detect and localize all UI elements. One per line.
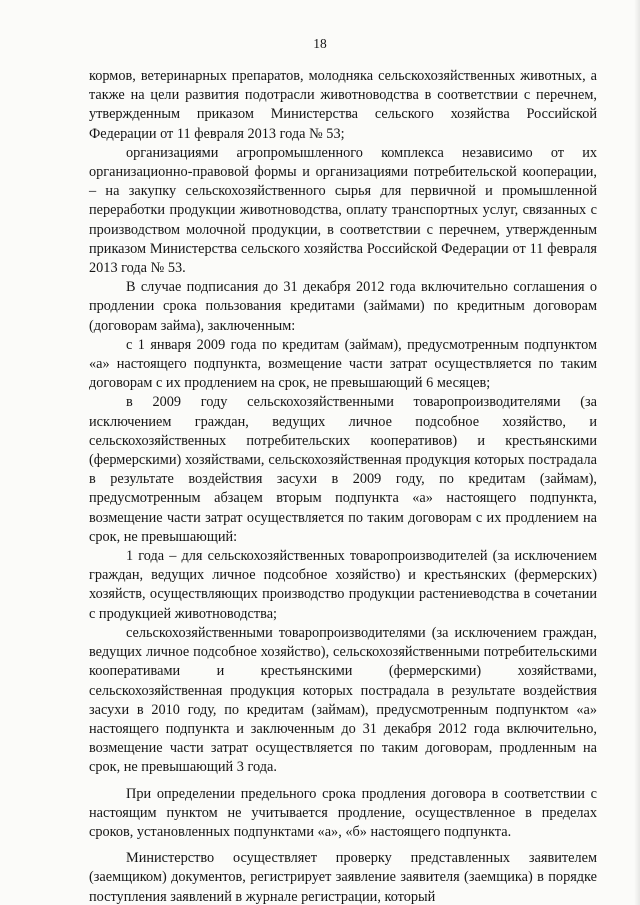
paragraph-3: В случае подписания до 31 декабря 2012 года включительно соглашения о продлении срока пользования кредитами (займами) по кредитным договорам (договорам займа), заключенным: bbox=[89, 279, 597, 334]
paragraph-1: кормов, ветеринарных препаратов, молодняка сельскохозяйственных животных, а также на цели развития подотрасли животноводства в соответствии с перечнем, утвержденным приказом Министерства сельского хозяйства Российской Федерации от 11 февраля 2013 года № 53; bbox=[89, 68, 597, 142]
paragraph-9: Министерство осуществляет проверку представленных заявителем (заемщиком) документов, регистрирует заявление заявителя (заемщика) в порядке поступления заявлений в журнале регистрации, который bbox=[89, 850, 597, 905]
paragraph-8: При определении предельного срока продления договора в соответствии с настоящим пунктом не учитывается продление, осуществленное в пределах сроков, установленных подпунктами «а», «б» настоящего подпункта. bbox=[89, 785, 597, 840]
page-edge-shadow bbox=[634, 0, 640, 905]
paragraph-2: организациями агропромышленного комплекса независимо от их организационно-правовой формы и организациями потребительской кооперации, – на закупку сельскохозяйственного сырья для первичной и промышленной переработки продукции животноводства, оплату транспортных услуг, связанных с производством молочной продукции, в соответствии с перечнем, утвержденным приказом Министерства сельского хозяйства Российской Федерации от 11 февраля 2013 года № 53. bbox=[89, 144, 597, 277]
paragraph-5: в 2009 году сельскохозяйственными товаропроизводителями (за исключением граждан, ведущих личное подсобное хозяйство, и сельскохозяйственных потребительских кооперативов) и крестьянскими (фермерскими) хозяйствами, сельскохозяйственная продукция которых пострадала в результате воздействия засухи в 2009 году, по кредитам (займам), предусмотренным абзацем вторым подпункта «а» настоящего подпункта, возмещение части затрат осуществляется по таким договорам с их продлением на срок, не превышающий: bbox=[89, 394, 597, 545]
document-body bbox=[89, 67, 597, 905]
paragraph-6: 1 года – для сельскохозяйственных товаропроизводителей (за исключением граждан, ведущих личное подсобное хозяйство) и крестьянских (фермерских) хозяйств, осуществляющих производство продукции растениеводства в сочетании с продукцией животноводства; bbox=[89, 548, 597, 622]
paragraph-4: с 1 января 2009 года по кредитам (займам), предусмотренным подпунктом «а» настоящего подпункта, возмещение части затрат осуществляется по таким договорам с их продлением на срок, не превышающий 6 месяцев; bbox=[89, 336, 597, 392]
page-number: 18 bbox=[313, 36, 327, 51]
paragraph-7: сельскохозяйственными товаропроизводителями (за исключением граждан, ведущих личное подсобное хозяйство), сельскохозяйственными потребительскими кооперативами и крестьянскими (фермерскими) хозяйствами, сельскохозяйственная продукция которых пострадала в результате воздействия засухи в 2010 году, по кредитам (займам), предусмотренным подпунктом «а» настоящего подпункта и заключенным до 31 декабря 2012 года включительно, возмещение части затрат осуществляется по таким договорам, продленным на срок, не превышающий 3 года. bbox=[89, 624, 597, 776]
